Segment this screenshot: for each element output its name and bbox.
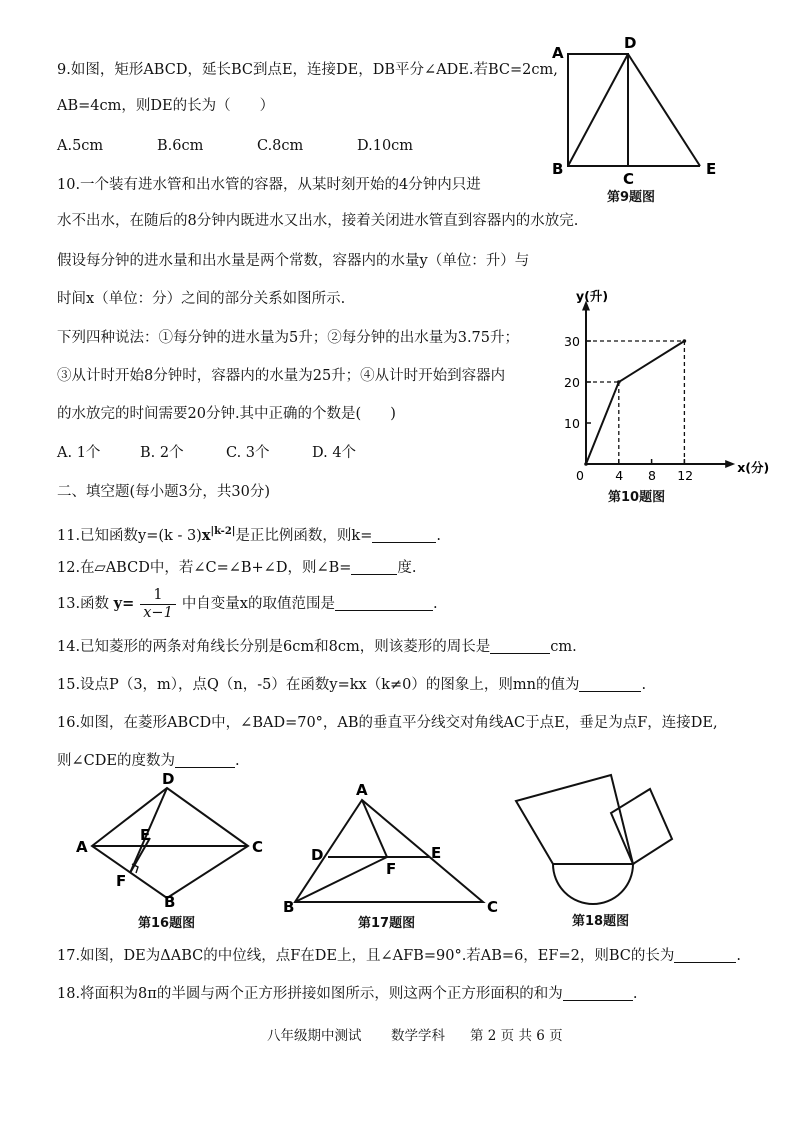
q10-stem-line3: 假设每分钟的进水量和出水量是两个常数，容器内的水量y（单位：升）与: [57, 253, 530, 269]
q10-option-b: B. 2个: [140, 445, 184, 461]
q13-answer-blank: [335, 595, 433, 611]
y-axis-label: y(升): [576, 288, 609, 304]
q18-figure-caption: 第18题图: [572, 914, 630, 929]
q10-option-d: D. 4个: [312, 445, 357, 461]
q16-figure: [72, 770, 272, 911]
q10-stem-line7: 的水放完的时间需要20分钟.其中正确的个数是( ): [57, 406, 396, 422]
q17-answer-blank: [674, 947, 736, 963]
data-point: [683, 339, 687, 343]
q9-option-d: D.10cm: [357, 138, 414, 154]
footer-subject: 数学学科: [391, 1028, 445, 1044]
q10-chart: [560, 270, 790, 495]
q13-text: 13.函数 y= $\frac{1}{x-1}$ 中自变量x的取值范围是 .: [57, 586, 438, 621]
q17-label-d: D: [311, 846, 324, 864]
q17-figure-caption: 第17题图: [358, 916, 416, 931]
q16-label-e: E: [140, 826, 151, 844]
q17-text: 17.如图，DE为ΔABC的中位线，点F在DE上，且∠AFB=90°.若AB=6，EF=2，则BC的长为 .: [57, 948, 741, 964]
q10-stem-line4: 时间x（单位：分）之间的部分关系如图所示.: [57, 291, 346, 307]
x-tick-label: 8: [648, 468, 656, 483]
data-point: [584, 462, 588, 466]
q10-stem-line1: 10.一个装有进水管和出水管的容器，从某时刻开始的4分钟内只进: [57, 177, 481, 193]
q16-label-b: B: [164, 893, 176, 911]
q9-stem-line2: AB=4cm，则DE的长为（ ）: [57, 98, 275, 114]
q9-label-a: A: [552, 44, 564, 62]
q12-answer-blank: [351, 559, 397, 575]
q9-figure-caption: 第9题图: [607, 190, 656, 205]
footer-page: 第 2 页 共 6 页: [470, 1028, 563, 1044]
data-line: [586, 341, 684, 464]
q16-label-f: F: [116, 872, 127, 890]
q14-text: 14.已知菱形的两条对角线长分别是6cm和8cm，则该菱形的周长是 cm.: [57, 639, 577, 655]
q16-label-c: C: [252, 838, 264, 856]
q14-answer-blank: [490, 638, 550, 654]
q9-label-e: E: [706, 160, 717, 178]
q9-label-c: C: [623, 170, 635, 188]
q11-text: 11.已知函数$y=(k - 3)x^{|k-2|}$是正比例函数，则k= .: [57, 526, 441, 544]
q9-figure: [548, 36, 728, 186]
x-axis-arrow: [725, 460, 735, 468]
q9-label-b: B: [552, 160, 564, 178]
q10-option-c: C. 3个: [226, 445, 270, 461]
q15-answer-blank: [579, 676, 641, 692]
q15-text: 15.设点P（3，m），点Q（n，-5）在函数y=kx（k≠0）的图象上，则mn的值为 .: [57, 677, 647, 693]
q16-label-a: A: [76, 838, 88, 856]
q17-figure: [283, 780, 503, 916]
x-tick-label: 12: [677, 468, 694, 483]
x-axis-label: x(分): [737, 460, 770, 475]
q13-fraction: $\frac{1}{x-1}$: [140, 587, 176, 622]
q10-stem-line2: 水不出水，在随后的8分钟内既进水又出水，接着关闭进水管直到容器内的水放完.: [57, 213, 579, 229]
q18-text: 18.将面积为8π的半圆与两个正方形拼接如图所示，则这两个正方形面积的和为 .: [57, 986, 638, 1002]
q16-stem-line2: 则∠CDE的度数为 .: [57, 753, 240, 769]
q16-label-d: D: [162, 770, 175, 788]
q17-label-f: F: [386, 860, 397, 878]
q18-figure: [510, 765, 680, 910]
x-tick-label: 0: [576, 468, 584, 483]
q17-label-e: E: [431, 844, 442, 862]
section-2-heading: 二、填空题(每小题3分，共30分): [57, 484, 270, 500]
q9-option-c: C.8cm: [257, 138, 304, 154]
q11-answer-blank: [372, 527, 436, 543]
footer-exam: 八年级期中测试: [267, 1028, 362, 1044]
y-tick-label: 30: [564, 334, 580, 349]
q12-text: 12.在▱ABCD中，若∠C=∠B+∠D，则∠B= 度.: [57, 560, 417, 576]
y-tick-label: 20: [564, 375, 580, 390]
q17-label-a: A: [356, 781, 368, 799]
q17-label-c: C: [487, 898, 499, 916]
q16-answer-blank: [175, 752, 235, 768]
q10-stem-line5: 下列四种说法：①每分钟的进水量为5升；②每分钟的出水量为3.75升；: [57, 330, 520, 346]
q9-label-d: D: [624, 34, 637, 52]
q9-stem-line1: 9.如图，矩形ABCD，延长BC到点E，连接DE，DB平分∠ADE.若BC=2cm,: [57, 62, 558, 78]
q10-stem-line6: ③从计时开始8分钟时，容器内的水量为25升；④从计时开始到容器内: [57, 368, 506, 384]
data-point: [617, 380, 621, 384]
q9-option-b: B.6cm: [157, 138, 204, 154]
q16-stem-line1: 16.如图，在菱形ABCD中，∠BAD=70°，AB的垂直平分线交对角线AC于点E，垂足为点F，连接DE,: [57, 715, 718, 731]
x-tick-label: 4: [615, 468, 624, 483]
q16-figure-caption: 第16题图: [138, 916, 196, 931]
y-tick-label: 10: [564, 416, 580, 431]
q9-option-a: A.5cm: [57, 138, 104, 154]
q17-label-b: B: [283, 898, 295, 916]
q10-option-a: A. 1个: [57, 445, 101, 461]
q18-answer-blank: [563, 985, 633, 1001]
q10-figure-caption: 第10题图: [608, 490, 666, 505]
